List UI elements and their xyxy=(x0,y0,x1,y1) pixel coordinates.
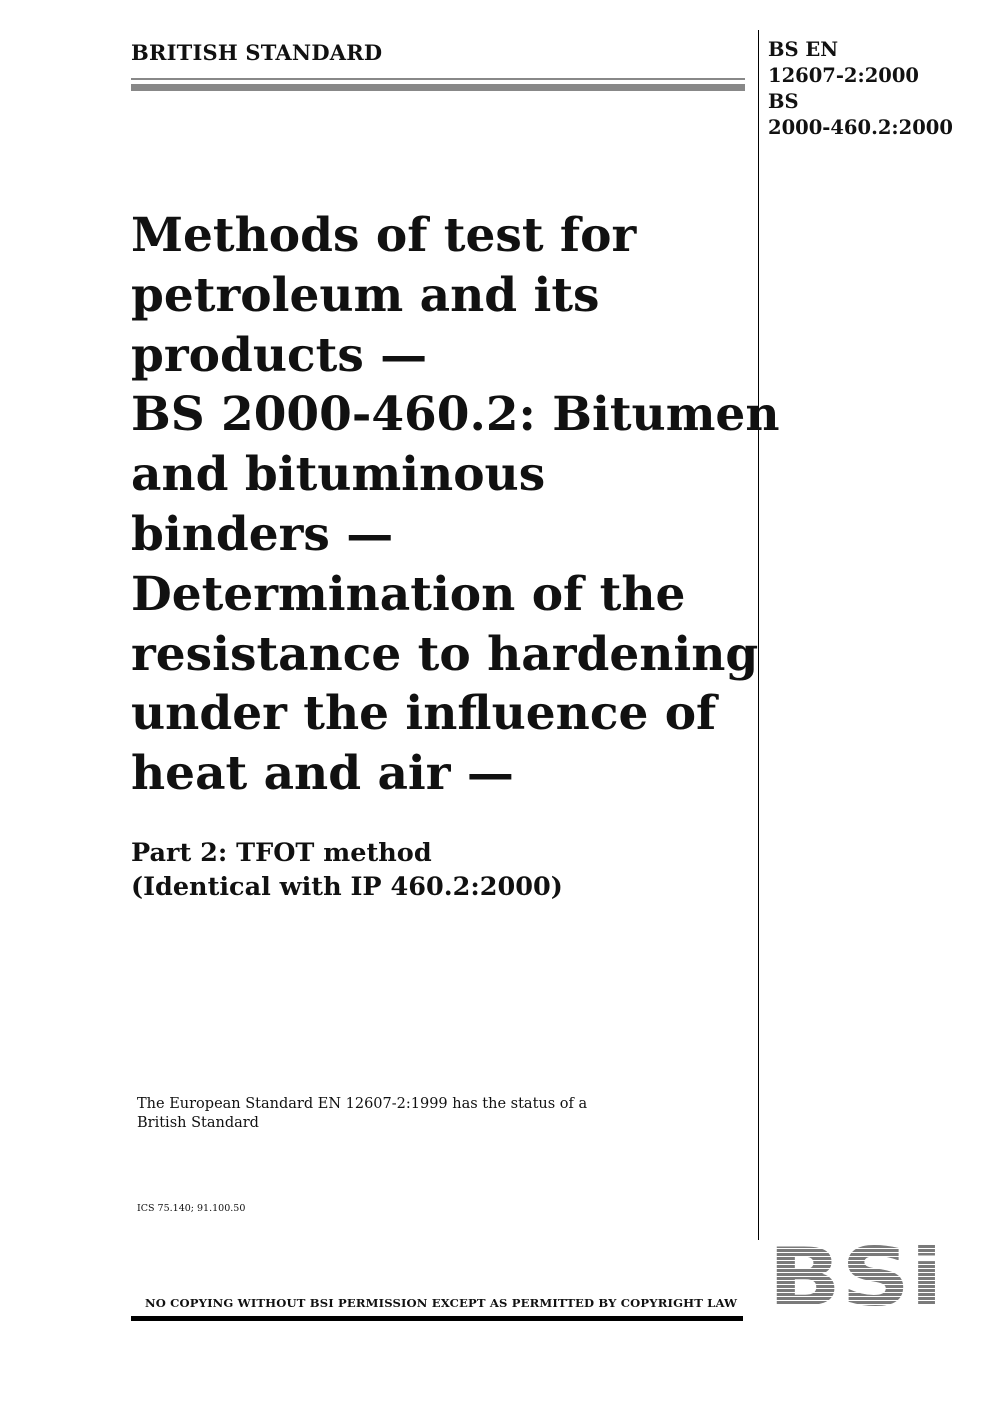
identifier-line: 12607-2:2000 xyxy=(768,64,919,87)
title-line: Determination of the xyxy=(131,566,686,622)
document-title xyxy=(131,206,780,804)
title-line: resistance to hardening xyxy=(131,626,759,682)
identifier-line: 2000-460.2:2000 xyxy=(768,116,953,139)
title-line: BS 2000-460.2: Bitumen xyxy=(131,387,780,443)
title-line: Methods of test for xyxy=(131,208,637,263)
footer-rule xyxy=(131,1316,743,1321)
copyright-notice: NO COPYING WITHOUT BSI PERMISSION EXCEPT AS PERMITTED BY COPYRIGHT LAW xyxy=(145,1296,738,1310)
title-line: binders — xyxy=(131,506,394,562)
header-rule-thick xyxy=(131,84,745,91)
status-statement xyxy=(137,1095,587,1133)
standard-identifiers xyxy=(768,37,953,141)
identifier-line: BS EN xyxy=(768,38,839,61)
subtitle-line: Part 2: TFOT method xyxy=(131,838,432,868)
ics-codes: ICS 75.140; 91.100.50 xyxy=(137,1203,246,1214)
subtitle-line: (Identical with IP 460.2:2000) xyxy=(131,872,563,902)
title-line: under the influence of xyxy=(131,686,717,742)
status-line: British Standard xyxy=(137,1115,259,1131)
identifier-line: BS xyxy=(768,90,799,113)
bsi-logo-icon xyxy=(768,1245,943,1307)
document-subtitle xyxy=(131,836,563,904)
header-rule-thin xyxy=(131,78,745,80)
status-line: The European Standard EN 12607-2:1999 has the status of a xyxy=(137,1096,588,1112)
title-line: petroleum and its xyxy=(131,267,600,323)
title-line: and bituminous xyxy=(131,447,546,503)
title-line: products — xyxy=(131,327,428,383)
title-line: heat and air — xyxy=(131,746,514,802)
standard-type-label: BRITISH STANDARD xyxy=(131,40,383,65)
